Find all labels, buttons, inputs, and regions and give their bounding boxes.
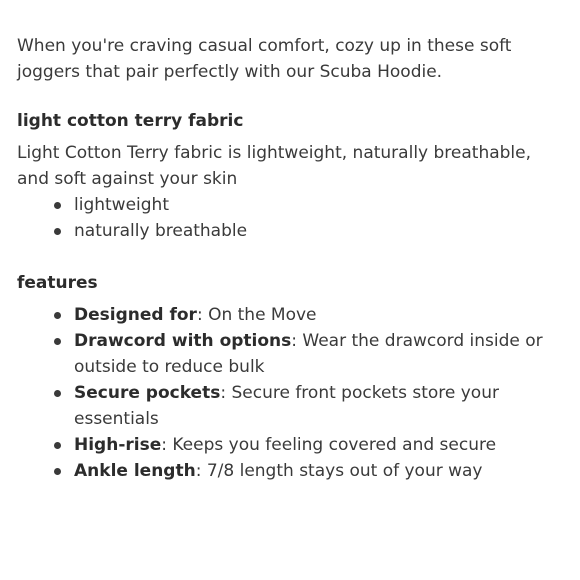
feature-item bbox=[17, 328, 562, 380]
feature-text: : Wear the drawcord inside or outside to reduce bulk bbox=[74, 331, 543, 377]
feature-text: : On the Move bbox=[196, 305, 317, 325]
features-heading: features bbox=[17, 273, 98, 293]
fabric-bullet-list bbox=[17, 192, 562, 244]
bullet-icon bbox=[54, 228, 61, 235]
bullet-icon bbox=[54, 202, 61, 209]
fabric-bullet-item bbox=[17, 218, 562, 244]
feature-text: : 7/8 length stays out of your way bbox=[195, 461, 483, 481]
feature-name: High-rise bbox=[74, 435, 162, 455]
fabric-section bbox=[17, 108, 562, 244]
feature-item bbox=[17, 380, 562, 432]
fabric-description: Light Cotton Terry fabric is lightweight, naturally breathable, and soft against your skin bbox=[17, 143, 532, 189]
bullet-icon bbox=[54, 468, 61, 475]
fabric-bullet-text: lightweight bbox=[74, 195, 169, 215]
feature-text: : Keeps you feeling covered and secure bbox=[161, 435, 497, 455]
feature-name: Secure pockets bbox=[74, 383, 221, 403]
feature-item bbox=[17, 458, 562, 484]
bullet-icon bbox=[54, 338, 61, 345]
bullet-icon bbox=[54, 390, 61, 397]
fabric-bullet-text: naturally breathable bbox=[74, 221, 248, 241]
feature-name: Designed for bbox=[74, 305, 197, 325]
bullet-icon bbox=[54, 312, 61, 319]
feature-name: Drawcord with options bbox=[74, 331, 292, 351]
feature-item bbox=[17, 432, 562, 458]
feature-item bbox=[17, 302, 562, 328]
feature-text: : Secure front pockets store your essentials bbox=[74, 383, 499, 429]
feature-name: Ankle length bbox=[74, 461, 196, 481]
fabric-heading: light cotton terry fabric bbox=[17, 111, 244, 131]
intro-text: When you're craving casual comfort, cozy up in these soft joggers that pair perfectly with our Scuba Hoodie. bbox=[17, 36, 512, 82]
bullet-icon bbox=[54, 442, 61, 449]
features-section bbox=[17, 270, 562, 484]
fabric-bullet-item bbox=[17, 192, 562, 218]
features-list bbox=[17, 302, 562, 484]
